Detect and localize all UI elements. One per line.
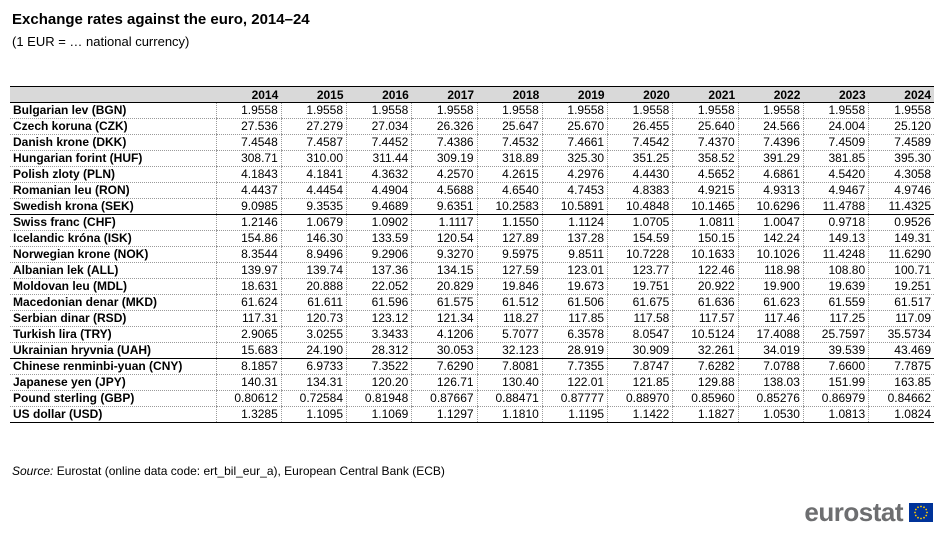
currency-name: Romanian leu (RON) bbox=[10, 183, 216, 199]
rate-cell: 61.624 bbox=[216, 295, 281, 311]
rate-cell: 10.1465 bbox=[673, 199, 738, 215]
rate-cell: 163.85 bbox=[869, 375, 934, 391]
logo-text: eurostat bbox=[804, 497, 903, 527]
currency-name: Chinese renminbi-yuan (CNY) bbox=[10, 359, 216, 375]
rate-cell: 4.1843 bbox=[216, 167, 281, 183]
rate-cell: 11.6290 bbox=[869, 247, 934, 263]
rate-cell: 24.004 bbox=[803, 119, 868, 135]
rate-cell: 20.922 bbox=[673, 279, 738, 295]
rate-cell: 8.1857 bbox=[216, 359, 281, 375]
currency-name: Norwegian krone (NOK) bbox=[10, 247, 216, 263]
rate-cell: 7.0788 bbox=[738, 359, 803, 375]
rate-cell: 127.89 bbox=[477, 231, 542, 247]
table-row bbox=[10, 343, 934, 359]
table-row bbox=[10, 247, 934, 263]
rate-cell: 0.85960 bbox=[673, 391, 738, 407]
rate-cell: 6.9733 bbox=[281, 359, 346, 375]
flag-star bbox=[915, 508, 917, 510]
rate-cell: 138.03 bbox=[738, 375, 803, 391]
rate-cell: 4.9467 bbox=[803, 183, 868, 199]
rate-cell: 7.4396 bbox=[738, 135, 803, 151]
flag-star bbox=[923, 516, 925, 518]
rate-cell: 7.4386 bbox=[412, 135, 477, 151]
rate-cell: 121.34 bbox=[412, 311, 477, 327]
rate-cell: 120.54 bbox=[412, 231, 477, 247]
rate-cell: 134.15 bbox=[412, 263, 477, 279]
rate-cell: 4.2570 bbox=[412, 167, 477, 183]
table-row bbox=[10, 407, 934, 423]
rate-cell: 18.631 bbox=[216, 279, 281, 295]
rate-cell: 309.19 bbox=[412, 151, 477, 167]
table-row bbox=[10, 359, 934, 375]
rate-cell: 8.0547 bbox=[608, 327, 673, 343]
header-year-2018: 2018 bbox=[477, 87, 542, 103]
rate-cell: 34.019 bbox=[738, 343, 803, 359]
rate-cell: 7.4587 bbox=[281, 135, 346, 151]
rate-cell: 2.9065 bbox=[216, 327, 281, 343]
table-row bbox=[10, 375, 934, 391]
currency-name: Ukrainian hryvnia (UAH) bbox=[10, 343, 216, 359]
rate-cell: 0.81948 bbox=[347, 391, 412, 407]
currency-name: Bulgarian lev (BGN) bbox=[10, 103, 216, 119]
rate-cell: 1.9558 bbox=[477, 103, 542, 119]
rate-cell: 4.1841 bbox=[281, 167, 346, 183]
rate-cell: 9.3535 bbox=[281, 199, 346, 215]
table-row bbox=[10, 279, 934, 295]
rate-cell: 10.4848 bbox=[608, 199, 673, 215]
rate-cell: 15.683 bbox=[216, 343, 281, 359]
table-row bbox=[10, 327, 934, 343]
header-year-2017: 2017 bbox=[412, 87, 477, 103]
source-note bbox=[12, 464, 445, 478]
rate-cell: 1.0813 bbox=[803, 407, 868, 423]
rate-cell: 7.4532 bbox=[477, 135, 542, 151]
rate-cell: 25.670 bbox=[542, 119, 607, 135]
flag-star bbox=[914, 511, 916, 513]
rate-cell: 1.9558 bbox=[281, 103, 346, 119]
rate-cell: 1.9558 bbox=[673, 103, 738, 119]
currency-name: Turkish lira (TRY) bbox=[10, 327, 216, 343]
rate-cell: 0.87777 bbox=[542, 391, 607, 407]
rate-cell: 26.455 bbox=[608, 119, 673, 135]
rate-cell: 0.9526 bbox=[869, 215, 934, 231]
header-year-2021: 2021 bbox=[673, 87, 738, 103]
rate-cell: 1.0530 bbox=[738, 407, 803, 423]
rate-cell: 19.751 bbox=[608, 279, 673, 295]
rate-cell: 10.2583 bbox=[477, 199, 542, 215]
exchange-rates-table bbox=[10, 86, 934, 423]
rate-cell: 61.675 bbox=[608, 295, 673, 311]
table-row bbox=[10, 263, 934, 279]
rate-cell: 1.0047 bbox=[738, 215, 803, 231]
rate-cell: 4.2976 bbox=[542, 167, 607, 183]
rate-cell: 9.3270 bbox=[412, 247, 477, 263]
source-text: Eurostat (online data code: ert_bil_eur_a), European Central Bank (ECB) bbox=[53, 464, 445, 478]
rate-cell: 137.36 bbox=[347, 263, 412, 279]
rate-cell: 117.58 bbox=[608, 311, 673, 327]
currency-name: Icelandic króna (ISK) bbox=[10, 231, 216, 247]
rate-cell: 149.31 bbox=[869, 231, 934, 247]
rate-cell: 7.4452 bbox=[347, 135, 412, 151]
rate-cell: 149.13 bbox=[803, 231, 868, 247]
source-label: Source: bbox=[12, 464, 54, 478]
currency-name: Macedonian denar (MKD) bbox=[10, 295, 216, 311]
rate-cell: 117.46 bbox=[738, 311, 803, 327]
header-year-2015: 2015 bbox=[281, 87, 346, 103]
rate-cell: 7.7355 bbox=[542, 359, 607, 375]
rate-cell: 39.539 bbox=[803, 343, 868, 359]
rate-cell: 150.15 bbox=[673, 231, 738, 247]
table-row bbox=[10, 103, 934, 119]
rate-cell: 139.97 bbox=[216, 263, 281, 279]
rate-cell: 130.40 bbox=[477, 375, 542, 391]
rate-cell: 4.9746 bbox=[869, 183, 934, 199]
eurostat-logo bbox=[804, 499, 933, 525]
rate-cell: 137.28 bbox=[542, 231, 607, 247]
table-row bbox=[10, 391, 934, 407]
currency-name: Pound sterling (GBP) bbox=[10, 391, 216, 407]
rate-cell: 0.84662 bbox=[869, 391, 934, 407]
rate-cell: 1.9558 bbox=[216, 103, 281, 119]
rate-cell: 8.3544 bbox=[216, 247, 281, 263]
rate-cell: 19.251 bbox=[869, 279, 934, 295]
rate-cell: 11.4325 bbox=[869, 199, 934, 215]
rate-cell: 0.86979 bbox=[803, 391, 868, 407]
rate-cell: 1.1095 bbox=[281, 407, 346, 423]
header-year-2016: 2016 bbox=[347, 87, 412, 103]
rate-cell: 25.7597 bbox=[803, 327, 868, 343]
rate-cell: 4.9215 bbox=[673, 183, 738, 199]
table-body bbox=[10, 103, 934, 423]
rate-cell: 7.6290 bbox=[412, 359, 477, 375]
rate-cell: 43.469 bbox=[869, 343, 934, 359]
rate-cell: 30.053 bbox=[412, 343, 477, 359]
rate-cell: 325.30 bbox=[542, 151, 607, 167]
flag-star bbox=[920, 517, 922, 519]
eu-flag-icon bbox=[909, 503, 933, 522]
rate-cell: 20.829 bbox=[412, 279, 477, 295]
rate-cell: 9.4689 bbox=[347, 199, 412, 215]
rate-cell: 122.01 bbox=[542, 375, 607, 391]
rate-cell: 123.77 bbox=[608, 263, 673, 279]
rate-cell: 30.909 bbox=[608, 343, 673, 359]
rate-cell: 22.052 bbox=[347, 279, 412, 295]
rate-cell: 10.1026 bbox=[738, 247, 803, 263]
rate-cell: 28.312 bbox=[347, 343, 412, 359]
rate-cell: 61.517 bbox=[869, 295, 934, 311]
rate-cell: 4.9313 bbox=[738, 183, 803, 199]
rate-cell: 1.9558 bbox=[542, 103, 607, 119]
flag-star bbox=[925, 514, 927, 516]
rate-cell: 61.575 bbox=[412, 295, 477, 311]
rate-cell: 146.30 bbox=[281, 231, 346, 247]
table-row bbox=[10, 199, 934, 215]
rate-cell: 9.6351 bbox=[412, 199, 477, 215]
flag-star bbox=[915, 514, 917, 516]
rate-cell: 118.27 bbox=[477, 311, 542, 327]
rate-cell: 1.0705 bbox=[608, 215, 673, 231]
currency-name: Swiss franc (CHF) bbox=[10, 215, 216, 231]
rate-cell: 123.01 bbox=[542, 263, 607, 279]
rate-cell: 32.261 bbox=[673, 343, 738, 359]
rate-cell: 7.4589 bbox=[869, 135, 934, 151]
rate-cell: 4.8383 bbox=[608, 183, 673, 199]
rate-cell: 28.919 bbox=[542, 343, 607, 359]
rate-cell: 20.888 bbox=[281, 279, 346, 295]
rate-cell: 10.5124 bbox=[673, 327, 738, 343]
rate-cell: 4.3632 bbox=[347, 167, 412, 183]
table-row bbox=[10, 215, 934, 231]
rate-cell: 7.3522 bbox=[347, 359, 412, 375]
rate-cell: 391.29 bbox=[738, 151, 803, 167]
rate-cell: 4.5688 bbox=[412, 183, 477, 199]
table-row bbox=[10, 135, 934, 151]
rate-cell: 1.9558 bbox=[803, 103, 868, 119]
rate-cell: 1.1117 bbox=[412, 215, 477, 231]
currency-name: Swedish krona (SEK) bbox=[10, 199, 216, 215]
rate-cell: 9.2906 bbox=[347, 247, 412, 263]
table-row bbox=[10, 231, 934, 247]
rate-cell: 19.900 bbox=[738, 279, 803, 295]
rate-cell: 310.00 bbox=[281, 151, 346, 167]
page-title: Exchange rates against the euro, 2014–24 bbox=[12, 11, 310, 28]
rate-cell: 134.31 bbox=[281, 375, 346, 391]
rate-cell: 35.5734 bbox=[869, 327, 934, 343]
rate-cell: 1.1297 bbox=[412, 407, 477, 423]
rate-cell: 127.59 bbox=[477, 263, 542, 279]
header-year-2020: 2020 bbox=[608, 87, 673, 103]
rate-cell: 117.85 bbox=[542, 311, 607, 327]
rate-cell: 27.034 bbox=[347, 119, 412, 135]
rate-cell: 61.611 bbox=[281, 295, 346, 311]
rate-cell: 32.123 bbox=[477, 343, 542, 359]
table-row bbox=[10, 183, 934, 199]
rate-cell: 11.4788 bbox=[803, 199, 868, 215]
rate-cell: 117.31 bbox=[216, 311, 281, 327]
page-subtitle: (1 EUR = … national currency) bbox=[12, 34, 190, 49]
rate-cell: 311.44 bbox=[347, 151, 412, 167]
rate-cell: 11.4248 bbox=[803, 247, 868, 263]
rate-cell: 19.846 bbox=[477, 279, 542, 295]
rate-cell: 0.87667 bbox=[412, 391, 477, 407]
table-row bbox=[10, 295, 934, 311]
currency-name: Albanian lek (ALL) bbox=[10, 263, 216, 279]
rate-cell: 24.190 bbox=[281, 343, 346, 359]
rate-cell: 4.4437 bbox=[216, 183, 281, 199]
rate-cell: 6.3578 bbox=[542, 327, 607, 343]
rate-cell: 10.6296 bbox=[738, 199, 803, 215]
rate-cell: 7.7875 bbox=[869, 359, 934, 375]
header-year-2024: 2024 bbox=[869, 87, 934, 103]
rate-cell: 121.85 bbox=[608, 375, 673, 391]
rate-cell: 4.6861 bbox=[738, 167, 803, 183]
currency-name: Serbian dinar (RSD) bbox=[10, 311, 216, 327]
flag-star bbox=[926, 511, 928, 513]
rate-cell: 1.0902 bbox=[347, 215, 412, 231]
rate-cell: 108.80 bbox=[803, 263, 868, 279]
rate-cell: 151.99 bbox=[803, 375, 868, 391]
rate-cell: 7.4509 bbox=[803, 135, 868, 151]
rate-cell: 4.4454 bbox=[281, 183, 346, 199]
rate-cell: 318.89 bbox=[477, 151, 542, 167]
rate-cell: 1.9558 bbox=[412, 103, 477, 119]
rate-cell: 1.9558 bbox=[347, 103, 412, 119]
currency-name: Japanese yen (JPY) bbox=[10, 375, 216, 391]
rate-cell: 10.7228 bbox=[608, 247, 673, 263]
header-year-2014: 2014 bbox=[216, 87, 281, 103]
rate-cell: 5.7077 bbox=[477, 327, 542, 343]
rate-cell: 25.640 bbox=[673, 119, 738, 135]
rate-cell: 395.30 bbox=[869, 151, 934, 167]
rate-cell: 25.120 bbox=[869, 119, 934, 135]
rate-cell: 126.71 bbox=[412, 375, 477, 391]
rate-cell: 25.647 bbox=[477, 119, 542, 135]
rate-cell: 4.4904 bbox=[347, 183, 412, 199]
rate-cell: 61.636 bbox=[673, 295, 738, 311]
rate-cell: 27.536 bbox=[216, 119, 281, 135]
rate-cell: 24.566 bbox=[738, 119, 803, 135]
rate-cell: 129.88 bbox=[673, 375, 738, 391]
rate-cell: 120.20 bbox=[347, 375, 412, 391]
rate-cell: 1.0679 bbox=[281, 215, 346, 231]
currency-name: Polish zloty (PLN) bbox=[10, 167, 216, 183]
rate-cell: 61.596 bbox=[347, 295, 412, 311]
rate-cell: 1.1195 bbox=[542, 407, 607, 423]
rate-cell: 4.1206 bbox=[412, 327, 477, 343]
flag-star bbox=[920, 505, 922, 507]
rate-cell: 61.623 bbox=[738, 295, 803, 311]
rate-cell: 7.6600 bbox=[803, 359, 868, 375]
rate-cell: 154.59 bbox=[608, 231, 673, 247]
rate-cell: 142.24 bbox=[738, 231, 803, 247]
rate-cell: 4.2615 bbox=[477, 167, 542, 183]
rate-cell: 7.4661 bbox=[542, 135, 607, 151]
header-year-2019: 2019 bbox=[542, 87, 607, 103]
rate-cell: 4.4430 bbox=[608, 167, 673, 183]
currency-name: US dollar (USD) bbox=[10, 407, 216, 423]
rate-cell: 9.0985 bbox=[216, 199, 281, 215]
rate-cell: 1.9558 bbox=[608, 103, 673, 119]
currency-name: Moldovan leu (MDL) bbox=[10, 279, 216, 295]
rate-cell: 100.71 bbox=[869, 263, 934, 279]
rate-cell: 7.8747 bbox=[608, 359, 673, 375]
rate-cell: 0.85276 bbox=[738, 391, 803, 407]
rate-cell: 1.2146 bbox=[216, 215, 281, 231]
flag-star bbox=[925, 508, 927, 510]
rate-cell: 133.59 bbox=[347, 231, 412, 247]
rate-cell: 10.5891 bbox=[542, 199, 607, 215]
table-row bbox=[10, 119, 934, 135]
rate-cell: 9.5975 bbox=[477, 247, 542, 263]
rate-cell: 122.46 bbox=[673, 263, 738, 279]
rate-cell: 61.506 bbox=[542, 295, 607, 311]
rate-cell: 7.4542 bbox=[608, 135, 673, 151]
rate-cell: 118.98 bbox=[738, 263, 803, 279]
currency-name: Hungarian forint (HUF) bbox=[10, 151, 216, 167]
currency-name: Czech koruna (CZK) bbox=[10, 119, 216, 135]
rate-cell: 351.25 bbox=[608, 151, 673, 167]
rate-cell: 1.1550 bbox=[477, 215, 542, 231]
rate-cell: 19.639 bbox=[803, 279, 868, 295]
rate-cell: 7.4548 bbox=[216, 135, 281, 151]
rate-cell: 26.326 bbox=[412, 119, 477, 135]
rate-cell: 1.9558 bbox=[869, 103, 934, 119]
header-currency bbox=[10, 87, 216, 103]
rate-cell: 17.4088 bbox=[738, 327, 803, 343]
rate-cell: 1.0811 bbox=[673, 215, 738, 231]
rate-cell: 154.86 bbox=[216, 231, 281, 247]
rate-cell: 4.6540 bbox=[477, 183, 542, 199]
rate-cell: 7.6282 bbox=[673, 359, 738, 375]
rate-cell: 9.8511 bbox=[542, 247, 607, 263]
rate-cell: 4.5652 bbox=[673, 167, 738, 183]
rate-cell: 117.09 bbox=[869, 311, 934, 327]
rate-cell: 0.9718 bbox=[803, 215, 868, 231]
rate-cell: 8.9496 bbox=[281, 247, 346, 263]
rate-cell: 117.57 bbox=[673, 311, 738, 327]
rate-cell: 1.0824 bbox=[869, 407, 934, 423]
rate-cell: 1.1422 bbox=[608, 407, 673, 423]
flag-star bbox=[917, 516, 919, 518]
rate-cell: 117.25 bbox=[803, 311, 868, 327]
rate-cell: 1.9558 bbox=[738, 103, 803, 119]
table-row bbox=[10, 167, 934, 183]
rate-cell: 4.5420 bbox=[803, 167, 868, 183]
rate-cell: 4.3058 bbox=[869, 167, 934, 183]
rate-cell: 308.71 bbox=[216, 151, 281, 167]
rate-cell: 61.559 bbox=[803, 295, 868, 311]
rate-cell: 61.512 bbox=[477, 295, 542, 311]
rate-cell: 3.3433 bbox=[347, 327, 412, 343]
header-year-2022: 2022 bbox=[738, 87, 803, 103]
rate-cell: 1.1069 bbox=[347, 407, 412, 423]
rate-cell: 140.31 bbox=[216, 375, 281, 391]
rate-cell: 27.279 bbox=[281, 119, 346, 135]
table-row bbox=[10, 151, 934, 167]
header-year-2023: 2023 bbox=[803, 87, 868, 103]
rate-cell: 139.74 bbox=[281, 263, 346, 279]
rate-cell: 120.73 bbox=[281, 311, 346, 327]
currency-name: Danish krone (DKK) bbox=[10, 135, 216, 151]
table-header-row bbox=[10, 87, 934, 103]
flag-star bbox=[917, 506, 919, 508]
rate-cell: 4.7453 bbox=[542, 183, 607, 199]
rate-cell: 1.1827 bbox=[673, 407, 738, 423]
rate-cell: 1.1124 bbox=[542, 215, 607, 231]
rate-cell: 19.673 bbox=[542, 279, 607, 295]
rate-cell: 1.1810 bbox=[477, 407, 542, 423]
rate-cell: 10.1633 bbox=[673, 247, 738, 263]
rate-cell: 1.3285 bbox=[216, 407, 281, 423]
rate-cell: 0.88970 bbox=[608, 391, 673, 407]
rate-cell: 358.52 bbox=[673, 151, 738, 167]
rate-cell: 381.85 bbox=[803, 151, 868, 167]
rate-cell: 0.80612 bbox=[216, 391, 281, 407]
rate-cell: 0.72584 bbox=[281, 391, 346, 407]
rate-cell: 3.0255 bbox=[281, 327, 346, 343]
rate-cell: 7.8081 bbox=[477, 359, 542, 375]
rate-cell: 123.12 bbox=[347, 311, 412, 327]
rate-cell: 7.4370 bbox=[673, 135, 738, 151]
flag-star bbox=[923, 506, 925, 508]
table-row bbox=[10, 311, 934, 327]
rate-cell: 0.88471 bbox=[477, 391, 542, 407]
